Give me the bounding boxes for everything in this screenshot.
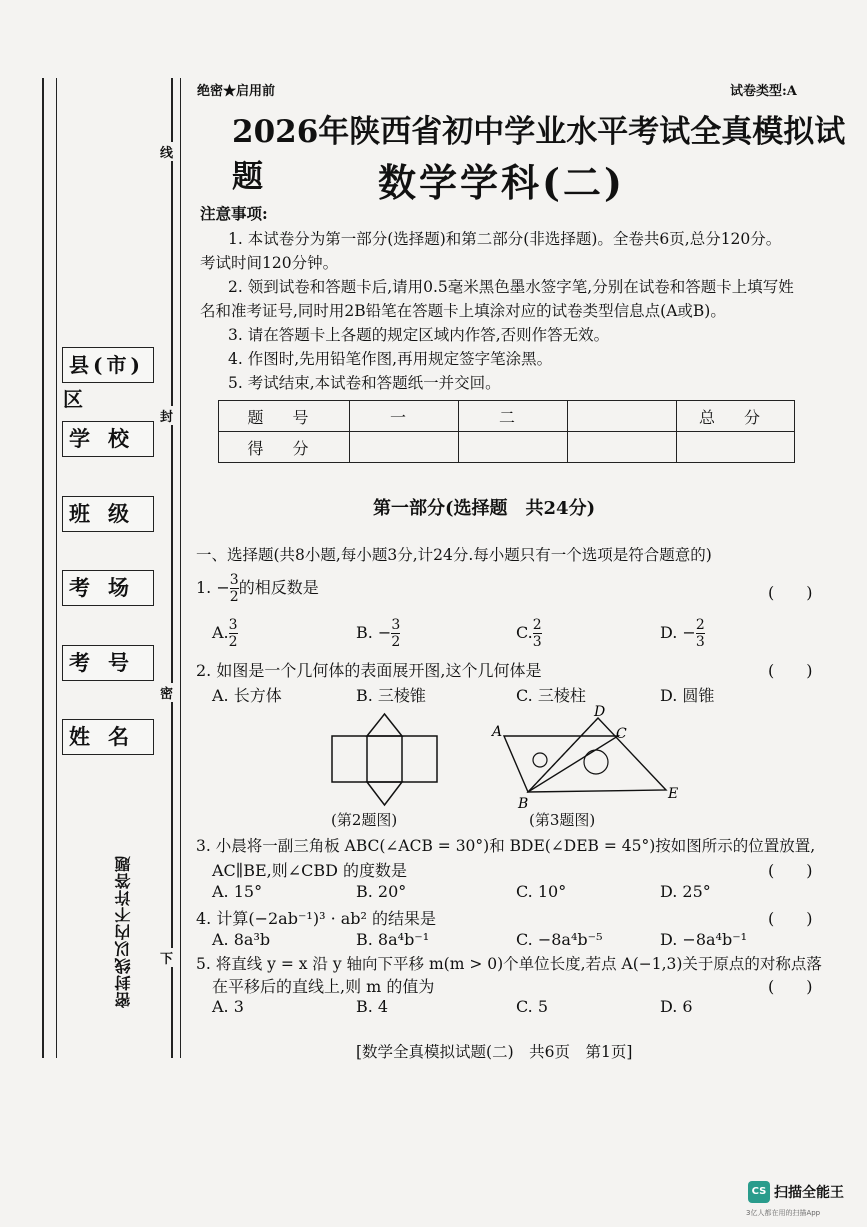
triangle-hole-small [533, 753, 547, 767]
q2-option-d[interactable]: D. 圆锥 [660, 686, 715, 705]
q2-option-c[interactable]: C. 三棱柱 [516, 686, 586, 705]
question-3-line2: AC∥BE,则∠CBD 的度数是 [212, 861, 408, 880]
q2-option-a[interactable]: A. 长方体 [212, 686, 282, 705]
triangle-hole-large [584, 750, 608, 774]
q1-option-b[interactable] [356, 617, 400, 650]
q1-c-label: C. [516, 623, 533, 642]
answer-blank-4[interactable]: ( ) [768, 909, 813, 928]
seal-line-char-mi: 密 [160, 683, 173, 702]
figure-3-caption: (第3题图) [529, 811, 596, 829]
answer-blank-5[interactable]: ( ) [768, 977, 813, 996]
q1-a-den: 2 [228, 634, 238, 650]
note-2b: 名和准考证号,同时用2B铅笔在答题卡上填涂对应的试卷类型信息点(A或B)。 [200, 302, 726, 320]
question-5-line2: 在平移后的直线上,则 m 的值为 [212, 977, 435, 996]
question-2: 2. 如图是一个几何体的表面展开图,这个几何体是 [196, 661, 542, 680]
q1-a-num: 3 [228, 617, 238, 633]
score-cell: 二 [459, 401, 568, 432]
answer-blank-1[interactable]: ( ) [768, 583, 813, 602]
score-input-cell[interactable] [459, 432, 568, 463]
note-1b: 考试时间120分钟。 [200, 254, 339, 272]
figure-3-triangles [488, 702, 688, 812]
label-e: E [668, 786, 679, 802]
score-cell: 得 分 [219, 432, 350, 463]
note-1: 1. 本试卷分为第一部分(选择题)和第二部分(非选择题)。全卷共6页,总分120分。 [228, 230, 782, 248]
net-rectangle [332, 736, 437, 782]
score-input-cell[interactable] [350, 432, 459, 463]
score-cell: 一 [350, 401, 459, 432]
q2-option-b[interactable]: B. 三棱锥 [356, 686, 426, 705]
figure-2-caption: (第2题图) [331, 811, 398, 829]
q3-option-b[interactable]: B. 20° [356, 882, 407, 901]
q1-b-fraction [391, 617, 400, 650]
score-cell [568, 401, 677, 432]
q1-suffix: 的相反数是 [238, 578, 319, 597]
score-cell: 题 号 [219, 401, 350, 432]
q1-option-d[interactable] [660, 617, 705, 650]
score-cell: 总 分 [677, 401, 795, 432]
q1-a-label: A. [212, 623, 229, 642]
note-3: 3. 请在答题卡上各题的规定区域内作答,否则作答无效。 [228, 326, 610, 344]
secret-label: 绝密★启用前 [197, 84, 276, 99]
question-3-line1: 3. 小晨将一副三角板 ABC(∠ACB = 30°)和 BDE(∠DEB = 45°)按如图所示的位置放置, [196, 837, 816, 855]
subject-title: 数学学科(二) [378, 160, 625, 205]
note-4: 4. 作图时,先用铅笔作图,再用规定签字笔涂黑。 [228, 350, 553, 368]
net-top-triangle [367, 714, 402, 736]
label-c: C [616, 726, 627, 742]
q5-option-c[interactable]: C. 5 [516, 997, 549, 1016]
sidebar-field-name[interactable]: 姓名 [62, 719, 154, 755]
binding-line-outer-left [42, 78, 44, 1058]
scanner-app-tagline: 3亿人都在用的扫描App [746, 1209, 821, 1217]
seal-line-char-xia: 下 [160, 948, 173, 967]
sidebar-field-number[interactable]: 考号 [62, 645, 154, 681]
q4-option-d[interactable]: D. −8a⁴b⁻¹ [660, 930, 748, 949]
label-d: D [594, 704, 606, 720]
triangle-bde [528, 718, 666, 792]
q3-option-d[interactable]: D. 25° [660, 882, 711, 901]
figure-2-prism-net [330, 712, 440, 808]
question-1 [196, 572, 319, 605]
q4-option-b[interactable]: B. 8a⁴b⁻¹ [356, 930, 430, 949]
question-4: 4. 计算(−2ab⁻¹)³ · ab² 的结果是 [196, 909, 437, 928]
score-table [218, 400, 795, 463]
q1-c-fraction [533, 617, 542, 650]
label-a: A [492, 724, 503, 740]
section-heading: 一、选择题(共8小题,每小题3分,计24分.每小题只有一个选项是符合题意的) [196, 546, 712, 564]
note-2: 2. 领到试卷和答题卡后,请用0.5毫米黑色墨水签字笔,分别在试卷和答题卡上填写姓 [228, 278, 794, 296]
q1-option-a[interactable] [212, 617, 238, 650]
q1-d-label: D. − [660, 623, 696, 642]
sidebar-field-county[interactable]: 县(市)区 [62, 347, 154, 383]
part1-heading: 第一部分(选择题 共24分) [373, 498, 596, 519]
seal-line-char-feng: 封 [160, 406, 173, 425]
score-table-header-row [219, 401, 795, 432]
q1-b-label: B. − [356, 623, 392, 642]
sidebar-field-room[interactable]: 考场 [62, 570, 154, 606]
q1-prefix: 1. − [196, 578, 230, 597]
q1-c-den: 3 [532, 634, 542, 650]
q1-d-fraction [696, 617, 705, 650]
binding-line-inner [171, 78, 173, 1058]
binding-line-right [180, 78, 181, 1058]
scanner-app-name: 扫描全能王 [774, 1185, 844, 1201]
seal-line-char-xian: 线 [160, 142, 173, 161]
q5-option-b[interactable]: B. 4 [356, 997, 389, 1016]
answer-blank-2[interactable]: ( ) [768, 661, 813, 680]
score-table-score-row [219, 432, 795, 463]
q1-c-num: 2 [532, 617, 542, 633]
q5-option-a[interactable]: A. 3 [212, 997, 244, 1016]
q3-option-a[interactable]: A. 15° [212, 882, 263, 901]
question-5-line1: 5. 将直线 y = x 沿 y 轴向下平移 m(m > 0)个单位长度,若点 A(−1,3)关于原点的对称点落 [196, 955, 822, 973]
seal-warning: 密封线以内不许答题 [114, 855, 133, 1008]
q1-d-num: 2 [695, 617, 705, 633]
label-b: B [518, 796, 529, 812]
q1-d-den: 3 [695, 634, 705, 650]
scanner-app-logo-icon: CS [748, 1181, 770, 1203]
exam-title: 2026年陕西省初中学业水平考试全真模拟试题 [232, 114, 846, 195]
note-5: 5. 考试结束,本试卷和答题纸一并交回。 [228, 374, 501, 392]
q3-option-c[interactable]: C. 10° [516, 882, 567, 901]
score-input-cell[interactable] [677, 432, 795, 463]
q5-option-d[interactable]: D. 6 [660, 997, 693, 1016]
binding-line-left-2 [56, 78, 57, 1058]
sidebar-field-school[interactable]: 学校 [62, 421, 154, 457]
triangle-abc [504, 736, 618, 792]
q1-option-c[interactable] [516, 617, 542, 650]
q4-option-a[interactable]: A. 8a³b [212, 930, 271, 949]
notes-heading: 注意事项: [200, 204, 268, 223]
page-footer: [数学全真模拟试题(二) 共6页 第1页] [356, 1043, 633, 1061]
q1-a-fraction [229, 617, 238, 650]
q1-num: 3 [229, 572, 239, 588]
paper-type: 试卷类型:A [730, 84, 797, 99]
answer-blank-3[interactable]: ( ) [768, 861, 813, 880]
q1-fraction [230, 572, 239, 605]
q1-den: 2 [229, 589, 239, 605]
net-bottom-triangle [367, 782, 402, 805]
sidebar-field-class[interactable]: 班级 [62, 496, 154, 532]
q4-option-c[interactable]: C. −8a⁴b⁻⁵ [516, 930, 603, 949]
q1-b-num: 3 [391, 617, 401, 633]
q1-b-den: 2 [391, 634, 401, 650]
score-input-cell[interactable] [568, 432, 677, 463]
